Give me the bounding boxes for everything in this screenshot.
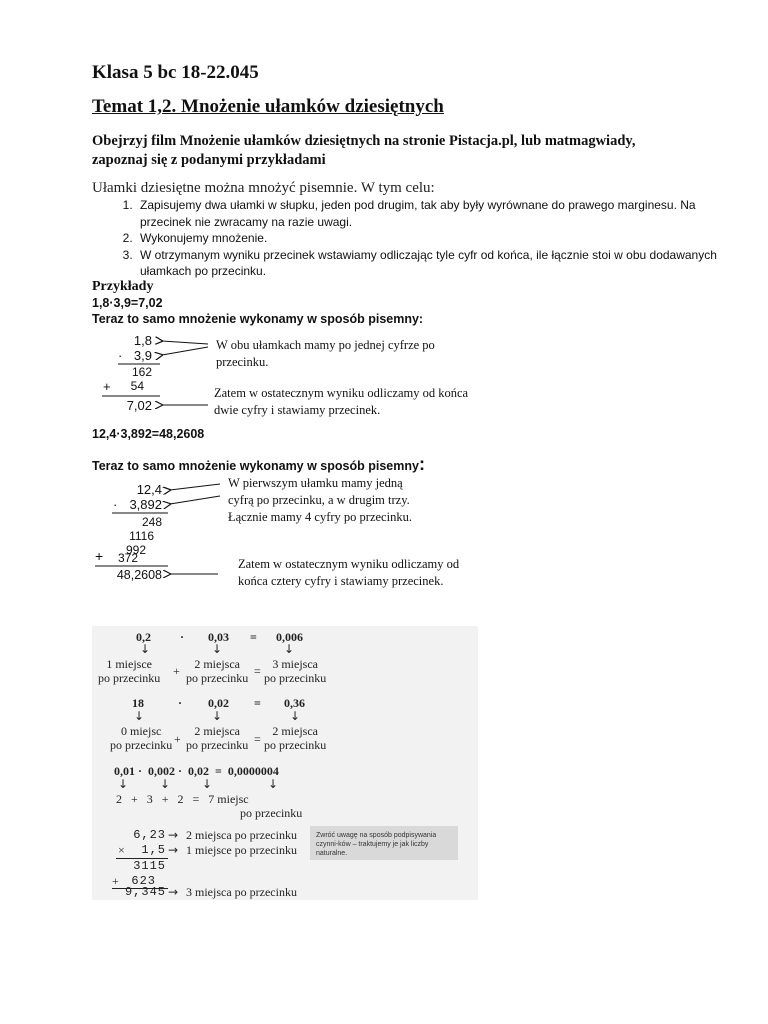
p1-plus: + — [173, 664, 180, 678]
p2-lb: 2 miejsca po przecinku — [186, 724, 249, 752]
examples-title: Przykłady — [92, 279, 154, 294]
p1-b: 0,03 — [208, 630, 229, 644]
intro-text: Ułamki dziesiętne można mnożyć pisemnie. W tym celu: — [92, 180, 435, 196]
down-arrow-icon: ↓ — [268, 777, 279, 791]
ex2-note-top: W pierwszym ułamku mamy jedną cyfrą po przecinku, a w drugim trzy. Łącznie mamy 4 cyfry po przecinku. — [228, 476, 412, 524]
p2-dot: · — [178, 696, 183, 710]
p1-lc: 3 miejsca po przecinku — [264, 657, 327, 685]
p3-expr: 0,01 · 0,002 · 0,02 = 0,0000004 — [114, 764, 279, 778]
step-item: 2. Wykonujemy mnożenie. — [136, 230, 736, 247]
p1-lb: 2 miejsca po przecinku — [186, 657, 249, 685]
topic-title: Temat 1,2. Mnożenie ułamków dziesiętnych — [92, 96, 444, 117]
col-p1: 3115 — [133, 859, 166, 873]
down-arrow-icon: ↓ — [160, 777, 171, 791]
p1-la: 1 miejsce po przecinku — [98, 657, 161, 685]
panel-note: Zwróć uwagę na sposób podpisywania czynni-ków – traktujemy je jak liczby naturalne. — [310, 826, 458, 860]
p2-b: 0,02 — [208, 696, 229, 710]
col-b-note: 1 miejsce po przecinku — [186, 843, 297, 857]
ex2-plus-sign: + — [95, 548, 104, 564]
ex1-arrow-b — [162, 347, 208, 355]
p1-eq: = — [250, 630, 257, 644]
p3-tail: po przecinku — [240, 806, 303, 820]
ex2-factor-b: 3,892 — [129, 497, 162, 512]
p2-plus: + — [174, 732, 181, 746]
class-line: Klasa 5 bc 18-22.045 — [92, 62, 259, 83]
ex2-result: 48,2608 — [116, 568, 162, 582]
ex2-note-bottom: Zatem w ostatecznym wyniku odliczamy od końca cztery cyfry i stawiamy przecinek. — [238, 557, 460, 588]
col-result: 9,345 — [124, 885, 166, 899]
step-item: 3. W otrzymanym wyniku przecinek wstawiamy odliczając tyle cyfr od końca, ile łącznie stoi w obu dodawanych ułamkach po przecinku. — [136, 247, 736, 280]
ex1-note-top: W obu ułamkach mamy po jednej cyfrze po przecinku. — [216, 338, 435, 369]
ex2-partial-2: 1116 — [129, 529, 154, 543]
ex1-result: 7,02 — [126, 398, 152, 413]
ex2-times-sign: · — [113, 497, 118, 512]
ex1-note-bottom: Zatem w ostatecznym wyniku odliczamy od końca dwie cyfry i stawiamy przecinek. — [214, 386, 469, 417]
ex2-factor-a: 12,4 — [136, 482, 162, 497]
col-p2: 623 — [131, 874, 156, 888]
down-arrow-icon: ↓ — [212, 709, 223, 723]
ex2-arrow-a — [170, 484, 220, 490]
down-arrow-icon: ↓ — [284, 642, 295, 656]
lead-paragraph: Obejrzyj film Mnożenie ułamków dziesiętnych na stronie Pistacja.pl, lub matmagwiady, zapoznaj się z podanymi przykładami — [92, 133, 636, 168]
down-arrow-icon: ↓ — [212, 642, 223, 656]
example2-instruction-colon: : — [418, 454, 425, 474]
example2-instruction-text: Teraz to samo mnożenie wykonamy w sposób pisemny — [92, 459, 419, 473]
right-arrow-icon: → — [168, 828, 179, 842]
col-a: 6,23 — [133, 828, 166, 842]
p3-counts: 2 + 3 + 2 = 7 miejsc — [116, 792, 249, 806]
col-plus: + — [112, 874, 119, 888]
textbook-panel — [92, 626, 478, 900]
ex2-partial-3: 992 — [125, 543, 146, 557]
example2-equation: 12,4·3,892=48,2608 — [92, 427, 205, 441]
ex1-plus-sign: + — [103, 379, 111, 394]
p1-dot: · — [180, 630, 185, 644]
ex1-partial-2: 54 — [130, 379, 144, 393]
p2-lc: 2 miejsca po przecinku — [264, 724, 327, 752]
p2-eq: = — [254, 696, 261, 710]
ex1-factor-a: 1,8 — [133, 333, 152, 348]
right-arrow-icon: → — [168, 843, 179, 857]
down-arrow-icon: ↓ — [134, 709, 145, 723]
p1-equals: = — [254, 664, 261, 678]
down-arrow-icon: ↓ — [118, 777, 129, 791]
p2-a: 18 — [132, 696, 144, 710]
ex1-partial-1: 162 — [131, 365, 152, 379]
col-b: 1,5 — [141, 843, 166, 857]
ex2-partial-4: 372 — [117, 551, 138, 565]
step-item: 1. Zapisujemy dwa ułamki w słupku, jeden pod drugim, tak aby były wyrównane do prawego marginesu. Na przecinek nie zwracamy na razie uwagi. — [136, 197, 736, 230]
col-times: × — [118, 843, 125, 857]
col-result-note: 3 miejsca po przecinku — [186, 885, 297, 899]
ex2-arrow-b — [170, 496, 220, 504]
col-a-note: 2 miejsca po przecinku — [186, 828, 297, 842]
down-arrow-icon: ↓ — [140, 642, 151, 656]
p2-equals: = — [254, 732, 261, 746]
right-arrow-icon: → — [168, 885, 179, 899]
ex1-factor-b: 3,9 — [133, 348, 152, 363]
down-arrow-icon: ↓ — [290, 709, 301, 723]
example1-equation: 1,8·3,9=7,02 — [92, 296, 163, 310]
example1-instruction: Teraz to samo mnożenie wykonamy w sposób pisemny: — [92, 312, 424, 326]
p2-la: 0 miejsc po przecinku — [110, 724, 173, 752]
ex1-arrow-a — [162, 341, 208, 344]
ex2-partial-1: 248 — [141, 515, 162, 529]
down-arrow-icon: ↓ — [202, 777, 213, 791]
ex1-times-sign: · — [118, 348, 123, 363]
p1-c: 0,006 — [276, 630, 303, 644]
p1-a: 0,2 — [136, 630, 151, 644]
p2-c: 0,36 — [284, 696, 305, 710]
